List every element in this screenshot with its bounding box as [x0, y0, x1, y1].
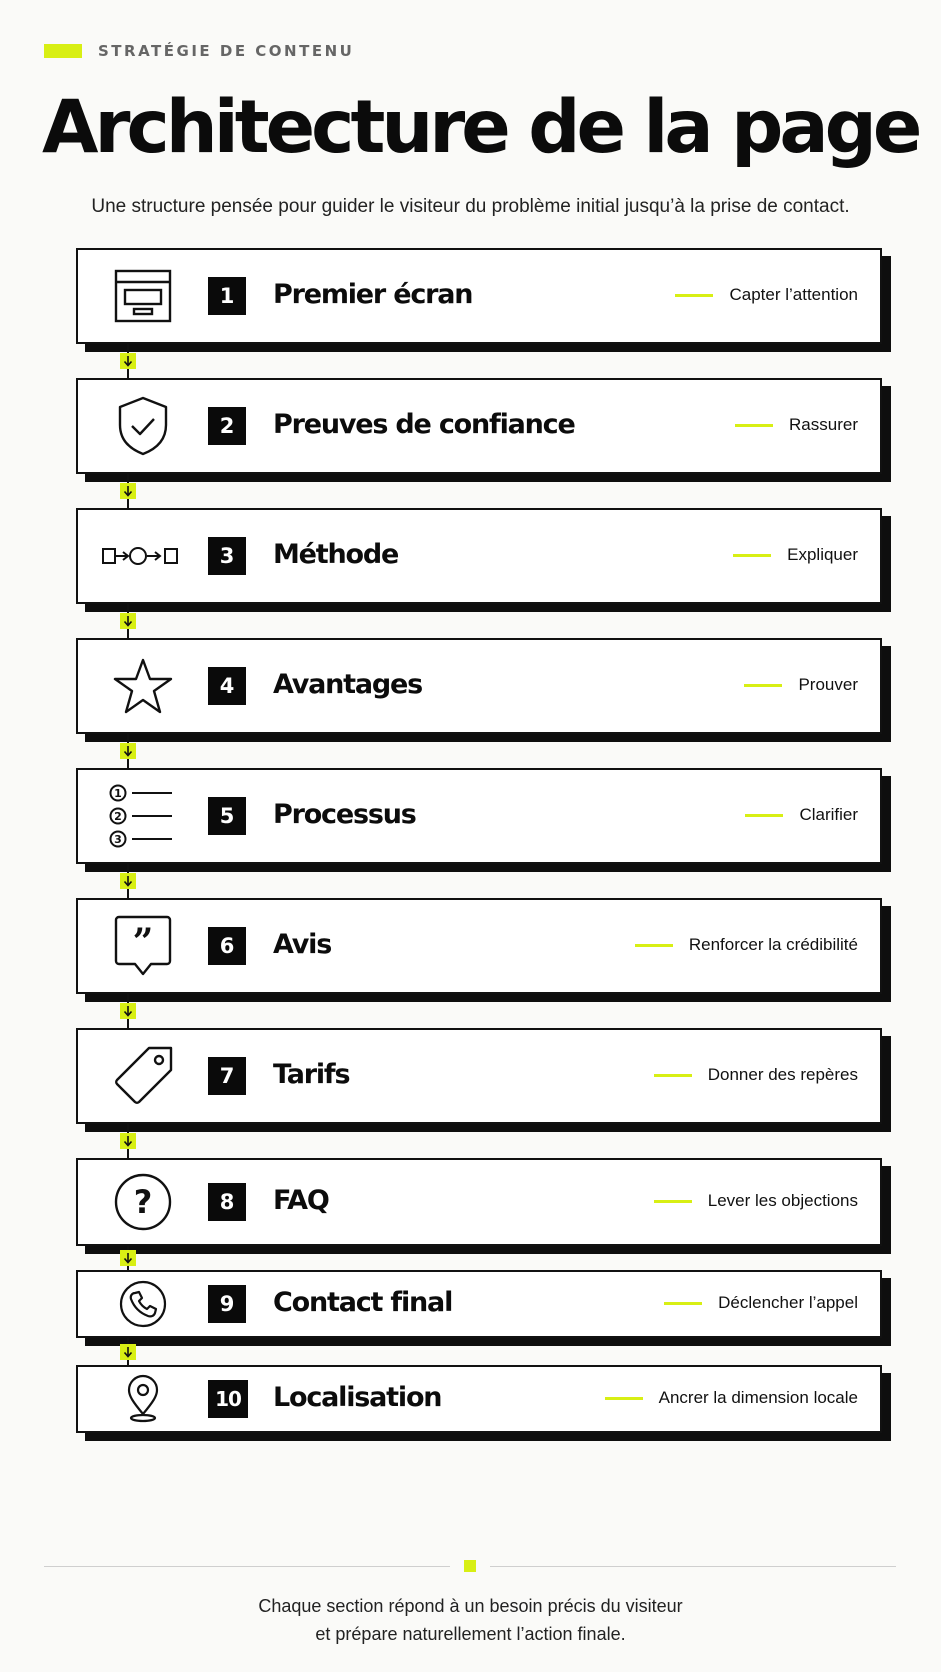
goal-accent-line	[635, 944, 673, 947]
section-card-3	[76, 508, 882, 604]
goal-accent-line	[744, 684, 782, 687]
section-goal	[745, 805, 858, 825]
section-card-8	[76, 1158, 882, 1246]
svg-text:1: 1	[114, 787, 122, 800]
svg-text:3: 3	[114, 833, 122, 846]
numbered-list-icon	[88, 770, 198, 862]
section-number: 1	[208, 277, 246, 315]
arrow-down-icon	[120, 353, 136, 369]
goal-text: Ancrer la dimension locale	[658, 1388, 858, 1407]
arrow-down-icon	[120, 743, 136, 759]
quote-bubble-icon	[88, 900, 198, 992]
goal-accent-line	[745, 814, 783, 817]
section-title: FAQ	[273, 1185, 329, 1216]
section-goal	[744, 675, 858, 695]
section-number: 5	[208, 797, 246, 835]
section-title: Avantages	[273, 669, 423, 700]
section-card-4	[76, 638, 882, 734]
section-card-1	[76, 248, 882, 344]
goal-accent-line	[654, 1074, 692, 1077]
section-goal	[675, 285, 858, 305]
arrow-down-icon	[120, 1003, 136, 1019]
arrow-down-icon	[120, 613, 136, 629]
section-card-9	[76, 1270, 882, 1338]
goal-accent-line	[654, 1200, 692, 1203]
goal-text: Déclencher l’appel	[718, 1293, 858, 1312]
section-number: 7	[208, 1057, 246, 1095]
section-title: Preuves de confiance	[273, 409, 575, 440]
section-goal	[735, 415, 858, 435]
goal-accent-line	[735, 424, 773, 427]
goal-text: Lever les objections	[707, 1191, 858, 1210]
page-subtitle: Une structure pensée pour guider le visiteur du problème initial jusqu’à la prise de contact.	[91, 196, 850, 217]
section-number: 6	[208, 927, 246, 965]
section-goal	[605, 1388, 858, 1408]
page-title: Architecture de la page	[42, 85, 919, 170]
price-tag-icon	[88, 1030, 198, 1122]
goal-text: Clarifier	[799, 805, 858, 824]
arrow-down-icon	[120, 1250, 136, 1266]
goal-text: Renforcer la crédibilité	[688, 935, 858, 954]
footer-divider-right	[490, 1566, 896, 1567]
section-number: 4	[208, 667, 246, 705]
goal-text: Rassurer	[789, 415, 858, 434]
section-number: 10	[208, 1380, 248, 1418]
question-icon	[88, 1160, 198, 1244]
section-card-7	[76, 1028, 882, 1124]
flow-steps-icon	[88, 510, 198, 602]
goal-text: Capter l’attention	[729, 285, 858, 304]
section-goal	[664, 1293, 858, 1313]
shield-check-icon	[88, 380, 198, 472]
goal-accent-line	[605, 1397, 643, 1400]
section-title: Premier écran	[273, 279, 473, 310]
section-title: Avis	[273, 929, 332, 960]
section-card-6	[76, 898, 882, 994]
footer-line-1: Chaque section répond à un besoin précis du visiteur	[258, 1596, 683, 1616]
section-goal	[654, 1191, 858, 1211]
eyebrow-accent-bar	[44, 44, 82, 58]
section-title: Tarifs	[273, 1059, 350, 1090]
phone-icon	[88, 1272, 198, 1336]
goal-accent-line	[733, 554, 771, 557]
footer-line-2: et prépare naturellement l’action finale.	[315, 1624, 626, 1644]
eyebrow-text: STRATÉGIE DE CONTENU	[98, 42, 355, 60]
arrow-down-icon	[120, 1133, 136, 1149]
section-goal	[635, 935, 858, 955]
arrow-down-icon	[120, 483, 136, 499]
map-pin-icon	[88, 1367, 198, 1431]
footer-divider-left	[44, 1566, 450, 1567]
section-title: Localisation	[273, 1382, 442, 1413]
section-goal	[733, 545, 858, 565]
footer-text	[0, 1592, 941, 1648]
footer-accent-dot	[464, 1560, 476, 1572]
section-number: 8	[208, 1183, 246, 1221]
section-goal	[654, 1065, 858, 1085]
browser-window-icon	[88, 250, 198, 342]
section-card-10	[76, 1365, 882, 1433]
arrow-down-icon	[120, 873, 136, 889]
section-title: Contact final	[273, 1287, 453, 1318]
section-number: 3	[208, 537, 246, 575]
section-number: 2	[208, 407, 246, 445]
svg-text:”: ”	[132, 921, 154, 963]
goal-accent-line	[664, 1302, 702, 1305]
eyebrow	[44, 42, 354, 60]
goal-text: Prouver	[798, 675, 858, 694]
svg-text:2: 2	[114, 810, 122, 823]
svg-text:?: ?	[133, 1183, 153, 1221]
section-card-5	[76, 768, 882, 864]
goal-text: Expliquer	[787, 545, 858, 564]
goal-text: Donner des repères	[707, 1065, 858, 1084]
section-number: 9	[208, 1285, 246, 1323]
section-card-2	[76, 378, 882, 474]
arrow-down-icon	[120, 1344, 136, 1360]
section-title: Processus	[273, 799, 416, 830]
star-icon	[88, 640, 198, 732]
goal-accent-line	[675, 294, 713, 297]
section-title: Méthode	[273, 539, 399, 570]
